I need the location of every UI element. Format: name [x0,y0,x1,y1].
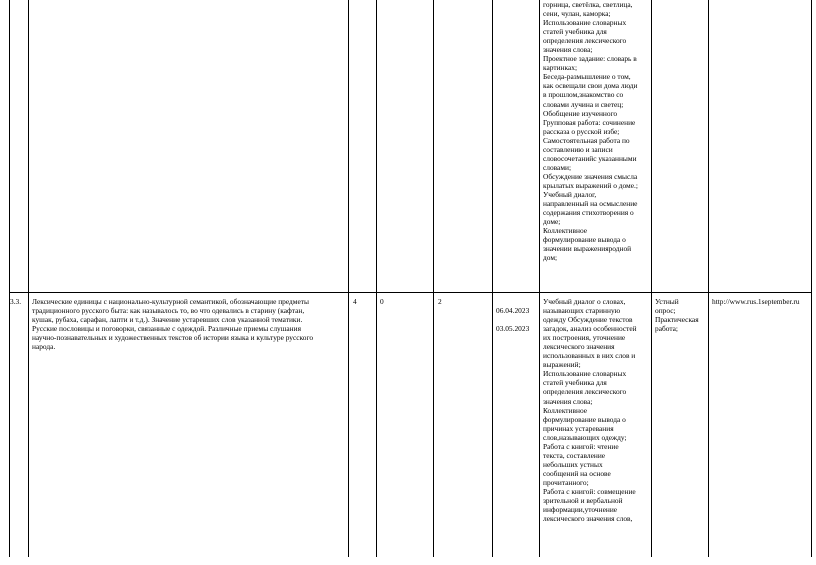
activity-line: Групповая работа: сочинение [543,117,636,127]
date-end: 03.05.2023 [496,324,530,334]
hours-total: 4 [353,297,357,306]
activity-line: небольших устных [543,459,603,469]
control-form-line: Практическая [655,315,699,325]
activity-line: горница, светёлка, светлица, [543,0,633,9]
topic-line: традиционного русского быта: как называлось то, во что одевались в старину (кафтан, [32,306,305,316]
activity-line: статей учебника для [543,27,607,37]
activity-line: Проектное задание: словарь в [543,54,637,64]
activity-line: Беседа-размышление о том, [543,72,631,82]
activity-line: формулирование вывода о [543,414,626,424]
prev-row-activities [543,0,651,262]
column-border [376,0,377,557]
row-border [9,292,812,293]
activity-line: дом; [543,253,558,263]
activity-line: определения лексического [543,36,627,46]
activity-line: называющих старинную [543,306,621,316]
column-border [433,0,434,557]
activity-line: Коллективное [543,226,588,236]
activity-line: статей учебника для [543,378,607,388]
activity-line: зрительной и вербальной [543,496,623,506]
activity-line: слов,называющих одежду; [543,432,627,442]
activity-line: словами лучина и светец; [543,99,624,109]
date-start: 06.04.2023 [496,306,530,316]
hours-practice: 2 [438,297,442,306]
topic-line: кушак, рубаха, сарафан, лапти и т.д.). Значение устаревших слов указанной тематики. [32,315,303,325]
topic-line: научно-познавательных и художественных текстов об истории языка и культуре русского [32,333,314,343]
activity-line: как освещали свои дома люди [543,81,638,91]
activity-line: направленный на осмысление [543,199,638,209]
hours-control: 0 [380,297,384,306]
control-form-line: Устный [655,297,679,306]
activity-line: загадок, анализ особенностей [543,324,637,334]
activity-line: значения слова; [543,45,593,55]
activity-line: сообщений на основе [543,468,611,478]
column-border [9,0,10,557]
activity-line: в прошлом,знакомство со [543,90,624,100]
activity-line: причинах устаревания [543,423,614,433]
topic-line: Русские пословицы и поговорки, связанные с одеждой. Различные приемы слушания [32,324,301,334]
activity-line: картинках; [543,63,578,73]
activity-line: Использование словарных [543,369,627,379]
activity-line: содержания стихотворения о [543,208,634,218]
activity-line: выражений; [543,360,581,370]
activity-line: Работа с книгой: чтение [543,441,619,451]
topic-line: народа. [32,342,56,352]
column-border [539,0,540,557]
row-number: 3.3. [10,297,22,306]
activity-line: Коллективное [543,405,588,415]
activity-line: лексического значения слов, [543,514,633,524]
control-form-line: опрос; [655,306,676,316]
activity-line: значения слова; [543,396,593,406]
column-border [811,0,812,557]
activity-line: информации,уточнение [543,505,618,515]
row-control-forms [655,297,707,333]
control-form-line: работа; [655,324,678,334]
activity-line: Учебный диалог о словах, [543,297,626,306]
activity-line: Обсуждение значения смысла [543,171,638,181]
activity-line: формулирование вывода о [543,235,626,245]
activity-line: Использование словарных [543,18,627,28]
activity-line: их построения, уточнение [543,333,626,343]
column-border [492,0,493,557]
row-activities [543,297,651,523]
column-border [348,0,349,557]
activity-line: Учебный диалог, [543,189,597,199]
activity-line: доме; [543,217,561,227]
row-topic [32,297,347,351]
activity-line: одежду Обсуждение текстов [543,315,633,325]
row-dates [496,297,529,342]
activity-line: словосочетанийс указанными [543,153,637,163]
activity-line: Работа с книгой: совмещение [543,486,636,496]
activity-line: словами; [543,162,572,172]
column-border [28,0,29,557]
activity-line: определения лексического [543,387,627,397]
activity-line: составлению и записи [543,144,613,154]
activity-line: прочитанного; [543,477,589,487]
activity-line: текста, составление [543,450,606,460]
column-border [708,0,709,557]
resource-link[interactable]: http://www.rus.1september.ru [712,297,800,306]
activity-line: Самостоятельная работа по [543,135,630,145]
activity-line: значении выраженияродной [543,244,632,254]
activity-line: лексического значения [543,342,615,352]
activity-line: Обобщение изученного [543,108,618,118]
topic-line: Лексические единицы с национально-культурной семантикой, обозначающие предметы [32,297,309,306]
activity-line: использованных в них слов и [543,351,636,361]
column-border [651,0,652,557]
activity-line: рассказа о русской избе; [543,126,620,136]
activity-line: крылатых выражений о доме.; [543,180,638,190]
activity-line: сени, чулан, каморка; [543,9,611,19]
